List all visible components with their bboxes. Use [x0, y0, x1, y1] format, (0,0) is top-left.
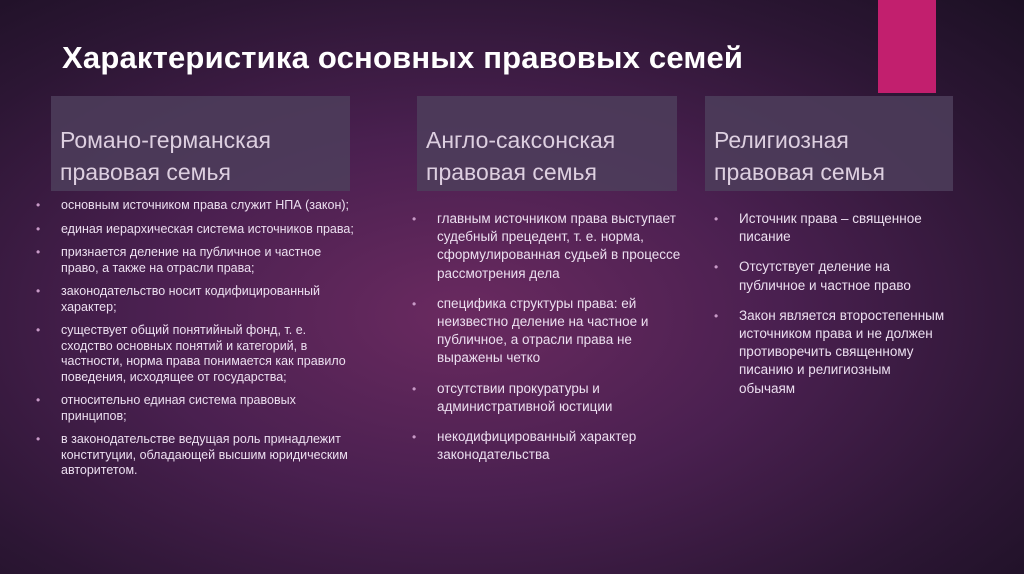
list-item: • главным источником права выступает судебный прецедент, т. е. норма, сформулированная судьей в процессе рассмотрения дела: [412, 210, 684, 283]
list-item: • Источник права – священное писание: [714, 210, 946, 246]
list-item: • относительно единая система правовых принципов;: [36, 393, 358, 424]
list-item: • некодифицированный характер законодательства: [412, 428, 684, 464]
column-header-romano-germanic: [51, 96, 350, 191]
list-item: • отсутствии прокуратуры и административной юстиции: [412, 380, 684, 416]
list-item: • признается деление на публичное и частное право, а также на отрасли права;: [36, 245, 358, 276]
column-header-line2: правовая семья: [714, 159, 885, 185]
bullet-list-romano-germanic: [36, 198, 358, 487]
list-item: • специфика структуры права: ей неизвестно деление на частное и публичное, а отрасли права не выражены четко: [412, 295, 684, 368]
column-header-line1: Религиозная: [714, 127, 849, 153]
bullet-list-religious: [714, 210, 946, 410]
column-header-line1: Романо-германская: [60, 127, 271, 153]
column-header-line2: правовая семья: [60, 159, 231, 185]
column-header-religious: [705, 96, 953, 191]
list-item: • законодательство носит кодифицированный характер;: [36, 284, 358, 315]
list-item: • Закон является второстепенным источником права и не должен противоречить священному писанию и религиозным обычаям: [714, 307, 946, 398]
list-item: • единая иерархическая система источников права;: [36, 222, 358, 238]
accent-bar: [878, 0, 936, 93]
list-item: • Отсутствует деление на публичное и частное право: [714, 258, 946, 294]
bullet-list-anglo-saxon: [412, 210, 684, 476]
slide-title: Характеристика основных правовых семей: [62, 40, 744, 75]
column-header-anglo-saxon: [417, 96, 677, 191]
list-item: • существует общий понятийный фонд, т. е. сходство основных понятий и категорий, в частности, норма права понимается как правило поведения, исходящее от государства;: [36, 323, 358, 385]
column-header-line2: правовая семья: [426, 159, 597, 185]
list-item: • в законодательстве ведущая роль принадлежит конституции, обладающей высшим юридическим авторитетом.: [36, 432, 358, 479]
list-item: • основным источником права служит НПА (закон);: [36, 198, 358, 214]
column-header-line1: Англо-саксонская: [426, 127, 616, 153]
